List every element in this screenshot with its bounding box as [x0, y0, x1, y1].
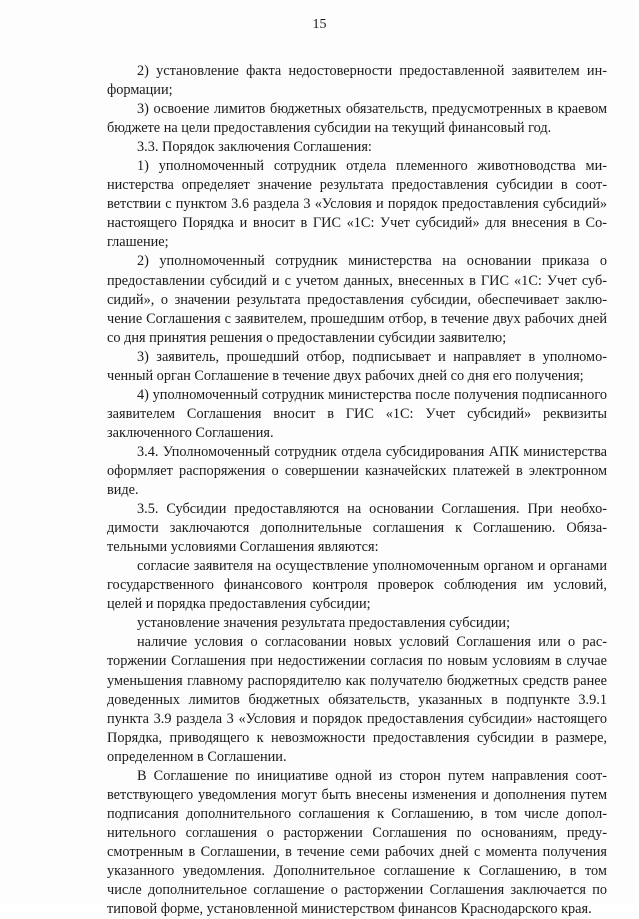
paragraph-section-3-4: 3.4. Уполномоченный сотрудник отдела субсидирования АПК министерства оформляет распоряжения о совершении казначейских платежей в электронном виде. [107, 443, 607, 499]
paragraph-section-3-3-heading: 3.3. Порядок заключения Соглашения: [137, 139, 372, 156]
paragraph-3-3-item-4: 4) уполномоченный сотрудник министерства после получения подписанного заявителем Соглашения вносит в ГИС «1С: Учет субсидий» реквизиты заключенного Соглашения. [107, 386, 607, 441]
paragraph-3-3-item-2: 2) уполномоченный сотрудник министерства на основании приказа о предоставлении субсидий и с учетом данных, внесенных в ГИС «1С: Учет субсидий», о значении результата предоставления субсидии, обеспечивает заключение Соглашения с заявителем, прошедшим отбор, в течение двух рабочих дней со дня принятия решения о предоставлении субсидии заявителю; [107, 253, 607, 346]
paragraph-condition-new-terms: наличие условия о согласовании новых условий Соглашения или о расторжении Соглашения при недостижении согласия по новым условиям в случае уменьшения главному распорядителю как получателю бюджетных средств ранее доведенных лимитов бюджетных обязательств, указанных в подпункте 3.9.1 пункта 3.9 раздела 3 «Условия и порядок предоставления субсидии» настоящего Порядка, приводящего к невозможности предоставления субсидии в размере, определенном в Соглашении. [107, 634, 607, 765]
paragraph-clause-2-unreliable-info: 2) установление факта недостоверности предоставленной заявителем информации; [107, 63, 607, 99]
document-body [107, 62, 607, 919]
paragraph-condition-result-value: установление значения результата предоставления субсидии; [137, 615, 511, 632]
paragraph-section-3-5: 3.5. Субсидии предоставляются на основании Соглашения. При необходимости заключаются дополнительные соглашения к Соглашению. Обязательными условиями Соглашения являются: [107, 501, 607, 556]
paragraph-3-3-item-1: 1) уполномоченный сотрудник отдела племенного животноводства министерства определяет значение результата предоставления субсидии в соответствии с пунктом 3.6 раздела 3 «Условия и порядок предоставления субсидий» настоящего Порядка и вносит в ГИС «1С: Учет субсидий» для внесения в Соглашение; [107, 158, 607, 251]
paragraph-3-3-item-3: 3) заявитель, прошедший отбор, подписывает и направляет в уполномоченный орган Соглашение в течение двух рабочих дней со дня его получения; [107, 348, 607, 384]
page-number: 15 [312, 17, 327, 32]
paragraph-condition-consent: согласие заявителя на осуществление уполномоченным органом и органами государственного финансового контроля проверок соблюдения им условий, целей и порядка предоставления субсидии; [107, 558, 607, 613]
paragraph-clause-3-budget-limits: 3) освоение лимитов бюджетных обязательств, предусмотренных в краевом бюджете на цели предоставления субсидии на текущий финансовый год. [107, 101, 607, 137]
paragraph-amendments: В Соглашение по инициативе одной из сторон путем направления соответствующего уведомления могут быть внесены изменения и дополнения путем подписания дополнительного соглашения к Соглашению, в том числе дополнительного соглашения о расторжении Соглашения по основаниям, предусмотренным в Соглашении, в течение семи рабочих дней с момента получения указанного уведомления. Дополнительное соглашение к Соглашению, в том числе дополнительное соглашение о расторжении Соглашения заключается по типовой форме, установленной министерством финансов Краснодарского края. [107, 767, 607, 918]
